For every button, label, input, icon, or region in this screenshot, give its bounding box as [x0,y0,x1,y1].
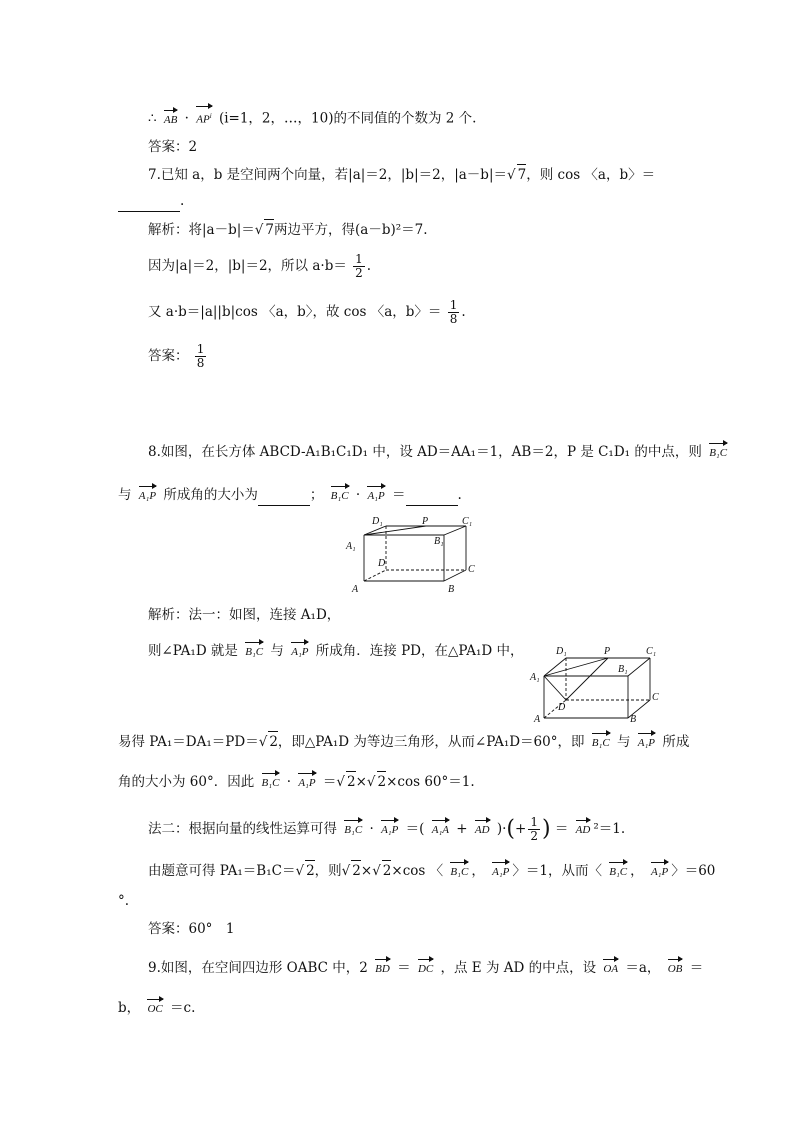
q8-solution-4: 角的大小为 60°．因此 B₁C · A₁P ＝√ 2×√ 2×cos 60°＝1. [118,771,475,792]
vector-a1p: A₁P [139,484,156,502]
conclusion-line: ∴ AB · $AP^i$ (i=1，2，…，10)的不同值的个数为 2 个. [148,104,476,129]
q8-solution-6: 由题意可得 PA₁＝B₁C＝√ 2，则√ 2×√ 2×cos 〈 B₁C ， A₁P 〉＝1，从而〈 B₁C ， A₁P 〉＝60 [148,860,715,881]
label-c: C [652,692,659,703]
label-a1: A₁ [346,541,356,552]
q7-solution-3: 又 a·b＝|a||b|cos 〈a，b〉，故 cos 〈a，b〉＝ $\frac{1}{8}$ . [148,298,466,326]
vector-ab: AB [164,108,177,126]
label-a: A [534,714,541,725]
answer-2: 答案： $\frac{1}{8}$ [148,342,205,370]
label-c1: C₁ [646,646,657,657]
label-b: B [630,714,637,725]
label-b: B [448,584,455,595]
q7-solution-1: 解析：将|a－b|＝√ 7两边平方，得(a－b)²＝7. [148,219,428,240]
question-7-blank: . [118,191,184,212]
label-d1: D₁ [556,646,567,657]
question-8-line-2: 与 A₁P 所成角的大小为 ； B₁C · A₁P ＝ . [118,484,462,506]
q8-solution-3: 易得 PA₁＝DA₁＝PD＝√ 2，即△PA₁D 为等边三角形，从而∠PA₁D＝60°，即 B₁C 与 A₁P 所成 [118,731,689,752]
label-d: D [378,558,386,569]
label-d1: D₁ [372,516,383,527]
label-c1: C₁ [462,516,473,527]
q7-solution-2: 因为|a|＝2，|b|＝2，所以 a·b＝ $\frac{1}{2}$ . [148,252,372,280]
q8-solution-5: 法二：根据向量的线性运算可得 B₁C · A₁P ＝( A₁A + AD )·(+ $\frac{1}{2}$ ) ＝ AD ²＝1. [148,815,626,843]
answer-3: 答案：60° 1 [148,921,235,937]
cuboid-figure-1 [344,516,484,596]
cuboid-figure-2 [530,644,670,724]
q8-solution-2: 则∠PA₁D 就是 B₁C 与 A₁P 所成角．连接 PD，在△PA₁D 中， [148,640,523,661]
label-b1: B₁ [434,536,444,547]
label-a: A [352,584,359,595]
vector-ap-i: $AP^i$ [196,104,211,126]
vector-b1c: B₁C [709,441,727,459]
label-a1: A₁ [530,672,540,683]
label-b1: B₁ [618,664,628,675]
question-8-line-1: 8.如图，在长方体 ABCD-A₁B₁C₁D₁ 中，设 AD＝AA₁＝1，AB＝2，P 是 C₁D₁ 的中点，则 B₁C [148,441,730,462]
q8-solution-1: 解析：法一：如图，连接 A₁D， [148,607,341,623]
label-d: D [558,702,566,713]
label-p: P [422,516,429,527]
answer-1: 答案：2 [148,139,198,155]
label-p: P [604,646,611,657]
label-c: C [468,564,475,575]
question-9-line-2: b， OC ＝c. [118,997,195,1018]
question-7: 7.已知 a，b 是空间两个向量，若|a|＝2，|b|＝2，|a－b|＝√ 7，则 cos 〈a，b〉＝ [148,164,655,185]
question-9-line-1: 9.如图，在空间四边形 OABC 中，2 BD ＝ DC ，点 E 为 AD 的中点，设 OA ＝a， OB ＝ [148,957,703,978]
q8-solution-6-cont: °. [118,893,130,909]
